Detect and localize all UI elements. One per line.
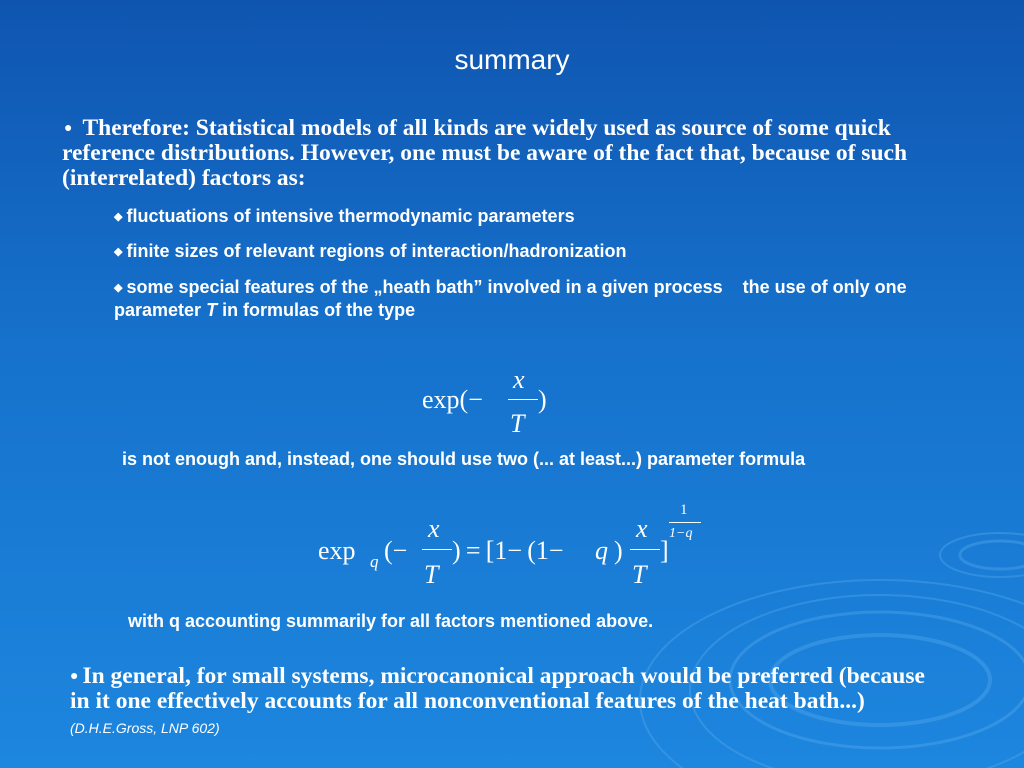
after-formula2-text: with q accounting summarily for all factors mentioned above. bbox=[128, 611, 654, 631]
formula2-fraction-bar bbox=[422, 549, 452, 550]
after-formula1-text: is not enough and, instead, one should use two (... at least...) parameter formula bbox=[122, 449, 806, 469]
sub-item-2-text: finite sizes of relevant regions of interaction/hadronization bbox=[126, 241, 627, 261]
sub-item-1 bbox=[114, 205, 964, 228]
formula2-exponent-den: 1−q bbox=[669, 526, 693, 541]
sub-item-3 bbox=[114, 276, 964, 321]
conclusion-paragraph bbox=[70, 664, 950, 741]
formula2-numerator2: x bbox=[636, 514, 648, 543]
formula1-fraction-bar bbox=[508, 399, 538, 400]
formula1-numerator: x bbox=[513, 365, 525, 394]
formula2-exponent-bar bbox=[669, 522, 701, 523]
sub-item-3-T: T bbox=[206, 300, 218, 320]
bullet-dot-icon: ● bbox=[70, 669, 79, 684]
intro-paragraph bbox=[62, 116, 972, 191]
formula2-denominator2: T bbox=[632, 560, 647, 589]
formula1-close: ) bbox=[538, 385, 547, 414]
formula2-exp: exp bbox=[318, 536, 356, 565]
formula-boltzmann bbox=[420, 365, 560, 445]
formula2-middle: ) = [1− (1− bbox=[452, 536, 564, 565]
slide-title: summary bbox=[454, 44, 570, 75]
sub-item-3-text-b: in formulas of the type bbox=[217, 300, 416, 320]
formula2-denominator: T bbox=[424, 560, 439, 589]
formula1-denominator: T bbox=[510, 409, 525, 438]
formula2-fraction-bar2 bbox=[630, 549, 660, 550]
citation: (D.H.E.Gross, LNP 602) bbox=[70, 720, 220, 736]
formula1-exp: exp(− bbox=[422, 385, 483, 414]
diamond-bullet-icon: ◆ bbox=[114, 246, 123, 258]
formula-q-exponential bbox=[318, 500, 718, 595]
diamond-bullet-icon: ◆ bbox=[114, 282, 123, 294]
formula2-subscript-q: q bbox=[370, 552, 379, 571]
formula2-numerator: x bbox=[428, 514, 440, 543]
formula2-open: (− bbox=[384, 536, 408, 565]
sub-item-1-text: fluctuations of intensive thermodynamic parameters bbox=[126, 206, 575, 226]
sub-item-3-text-a: some special features of the „heath bath” involved in a given process the use of only one parameter bbox=[114, 277, 912, 320]
bullet-dot-icon: ● bbox=[64, 121, 73, 136]
formula2-close-paren: ) bbox=[614, 536, 623, 565]
conclusion-text: In general, for small systems, microcanonical approach would be preferred (because in it one effectively accounts for all nonconventional features of the heat bath...) bbox=[70, 663, 925, 714]
sub-item-2 bbox=[114, 240, 964, 263]
diamond-bullet-icon: ◆ bbox=[114, 211, 123, 223]
formula2-bracket: ] bbox=[660, 536, 669, 565]
intro-text: Therefore: Statistical models of all kinds are widely used as source of some quick reference distributions. However, one must be aware of the fact that, because of such (interrelated) factors as: bbox=[62, 115, 908, 191]
formula2-q: q bbox=[595, 536, 608, 565]
formula2-exponent-num: 1 bbox=[680, 502, 688, 518]
